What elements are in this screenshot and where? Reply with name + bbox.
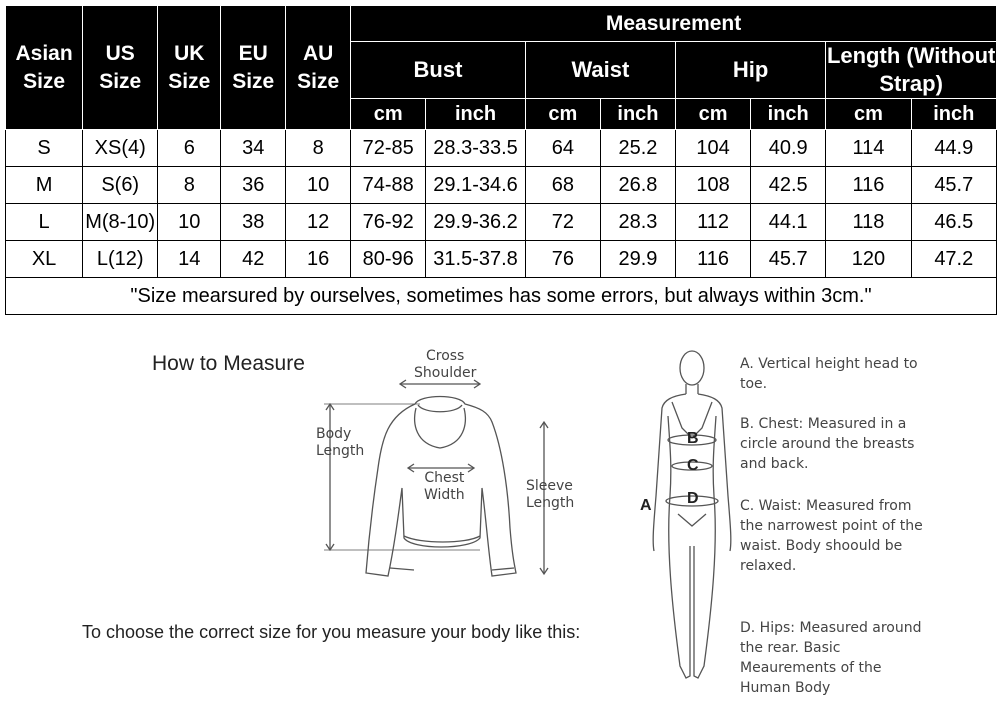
table-cell: 44.9 [911,130,996,167]
label-a: A [640,497,652,514]
table-cell: S [6,130,83,167]
table-cell: 6 [158,130,221,167]
header-measurement: Measurement [351,6,997,42]
table-cell: 80-96 [351,241,426,278]
table-cell: 10 [158,204,221,241]
header-waist: Waist [525,42,675,99]
table-cell: 104 [676,130,751,167]
table-cell: 116 [826,167,911,204]
table-cell: L(12) [83,241,158,278]
table-cell: 40.9 [751,130,826,167]
table-cell: 45.7 [751,241,826,278]
how-to-measure-title: How to Measure [152,352,305,375]
header-au-size: AU Size [286,6,351,130]
table-cell: 108 [676,167,751,204]
table-cell: 45.7 [911,167,996,204]
table-cell: XL [6,241,83,278]
table-cell: 10 [286,167,351,204]
header-us-size: US Size [83,6,158,130]
table-cell: M(8-10) [83,204,158,241]
table-row [6,167,997,204]
table-row [6,204,997,241]
table-cell: 36 [221,167,286,204]
table-cell: 28.3-33.5 [426,130,526,167]
table-cell: 31.5-37.8 [426,241,526,278]
table-cell: 74-88 [351,167,426,204]
table-row [6,130,997,167]
table-cell: 26.8 [600,167,675,204]
table-cell: 8 [286,130,351,167]
table-cell: 8 [158,167,221,204]
table-cell: XS(4) [83,130,158,167]
label-b: B [687,430,699,447]
table-cell: S(6) [83,167,158,204]
header-bust: Bust [351,42,526,99]
table-cell: 44.1 [751,204,826,241]
unit-inch: inch [426,99,526,130]
table-cell: 68 [525,167,600,204]
table-cell: L [6,204,83,241]
table-row [6,241,997,278]
body-length-label: Body Length [316,426,365,459]
table-cell: 42 [221,241,286,278]
table-cell: 118 [826,204,911,241]
size-chart-table [5,5,997,315]
table-cell: 28.3 [600,204,675,241]
table-cell: 47.2 [911,241,996,278]
sleeve-length-label: Sleeve Length [526,478,575,511]
chest-width-label: Chest Width [424,470,465,503]
table-cell: 16 [286,241,351,278]
header-eu-size: EU Size [221,6,286,130]
label-c: C [687,457,699,474]
table-cell: M [6,167,83,204]
table-cell: 64 [525,130,600,167]
body-figure [642,346,742,686]
choose-instructions: To choose the correct size for you measure your body like this: [82,622,581,642]
unit-inch: inch [911,99,996,130]
unit-cm: cm [525,99,600,130]
table-note: "Size mearsured by ourselves, sometimes has some errors, but always within 3cm." [6,278,997,315]
table-cell: 42.5 [751,167,826,204]
table-cell: 12 [286,204,351,241]
legend-b: B. Chest: Measured in a circle around the breasts and back. [740,416,915,472]
table-cell: 29.1-34.6 [426,167,526,204]
table-cell: 38 [221,204,286,241]
table-cell: 29.9-36.2 [426,204,526,241]
table-cell: 76-92 [351,204,426,241]
table-cell: 29.9 [600,241,675,278]
header-uk-size: UK Size [158,6,221,130]
table-cell: 72 [525,204,600,241]
table-cell: 114 [826,130,911,167]
table-cell: 120 [826,241,911,278]
table-cell: 76 [525,241,600,278]
table-cell: 25.2 [600,130,675,167]
header-length: Length (Without Strap) [826,42,997,99]
unit-inch: inch [751,99,826,130]
unit-cm: cm [351,99,426,130]
legend-d: D. Hips: Measured around the rear. Basic Meaurements of the Human Body [740,620,922,696]
table-cell: 116 [676,241,751,278]
unit-cm: cm [676,99,751,130]
unit-cm: cm [826,99,911,130]
table-cell: 112 [676,204,751,241]
header-hip: Hip [676,42,826,99]
legend-c: C. Waist: Measured from the narrowest point of the waist. Body shoould be relaxed. [740,498,923,574]
legend-a: A. Vertical height head to toe. [740,356,918,392]
unit-inch: inch [600,99,675,130]
table-cell: 46.5 [911,204,996,241]
cross-shoulder-label: Cross Shoulder [414,348,477,381]
label-d: D [687,490,699,507]
table-cell: 72-85 [351,130,426,167]
header-asian-size: Asian Size [6,6,83,130]
table-cell: 14 [158,241,221,278]
table-cell: 34 [221,130,286,167]
